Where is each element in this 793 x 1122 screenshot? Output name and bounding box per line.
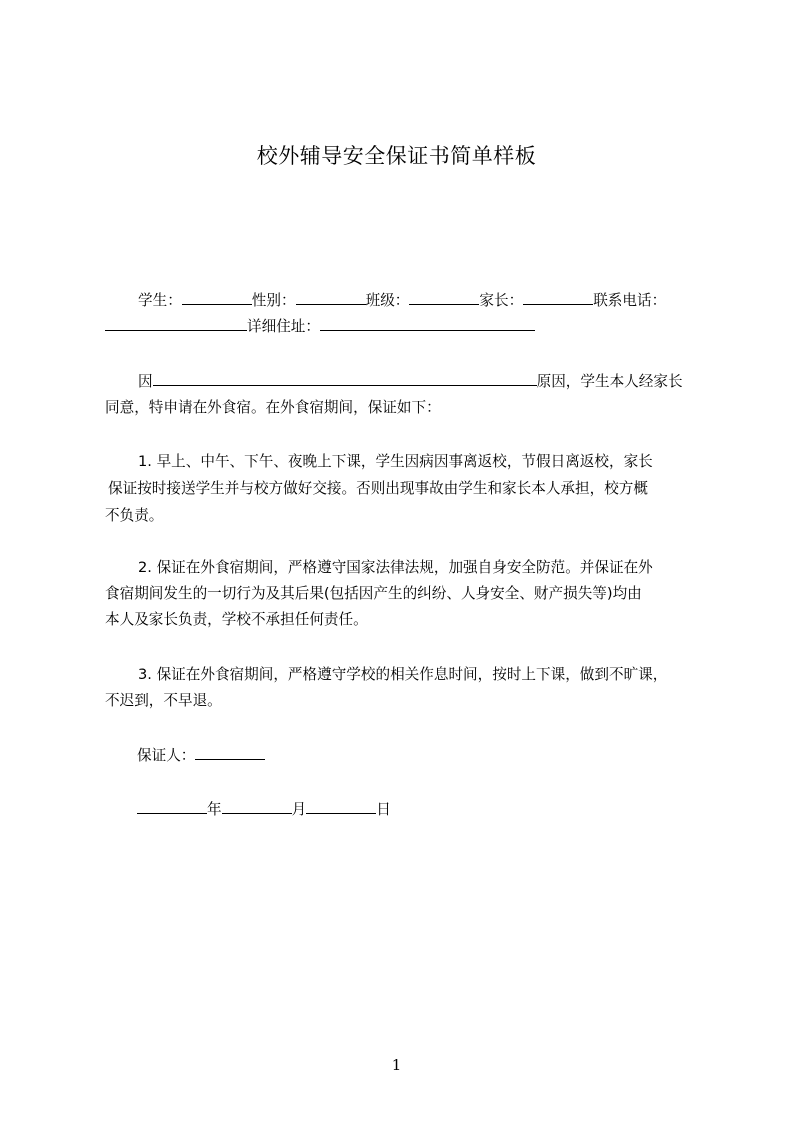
year-label: 年 <box>207 801 222 818</box>
reason-suffix: 原因，学生本人经家长 <box>536 373 683 390</box>
item-3-line-1: 3. 保证在外食宿期间，严格遵守学校的相关作息时间，按时上下课，做到不旷课， <box>138 666 668 683</box>
year-blank[interactable] <box>137 798 207 814</box>
reason-blank[interactable] <box>153 370 537 386</box>
info-fields-row <box>138 289 666 313</box>
address-blank[interactable] <box>320 315 535 331</box>
reason-prefix: 因 <box>138 373 153 390</box>
reason-line-1 <box>138 370 683 394</box>
item-1-line-3: 不负责。 <box>105 507 164 524</box>
day-label: 日 <box>376 801 391 818</box>
month-blank[interactable] <box>222 798 292 814</box>
guarantor-row <box>137 744 265 768</box>
item-1-line-2: 保证按时接送学生并与校方做好交接。否则出现事故由学生和家长本人承担，校方概 <box>108 480 648 497</box>
guarantor-blank[interactable] <box>195 744 265 760</box>
item-1-line-1: 1. 早上、中午、下午、夜晚上下课，学生因病因事离返校，节假日离返校，家长 <box>138 453 653 470</box>
guarantor-label: 保证人： <box>137 747 196 764</box>
gender-label: 性别： <box>251 292 296 309</box>
address-row <box>105 315 535 339</box>
class-blank[interactable] <box>409 289 479 305</box>
item-2-line-1: 2. 保证在外食宿期间，严格遵守国家法律法规，加强自身安全防范。并保证在外 <box>138 559 653 576</box>
item-2-line-2: 食宿期间发生的一切行为及其后果(包括因产生的纠纷、人身安全、财产损失等)均由 <box>105 585 642 602</box>
reason-line-2: 同意，特申请在外食宿。在外食宿期间，保证如下： <box>105 399 441 416</box>
parent-blank[interactable] <box>523 289 593 305</box>
phone-label: 联系电话： <box>593 292 667 309</box>
gender-blank[interactable] <box>296 289 366 305</box>
page-title: 校外辅导安全保证书简单样板 <box>256 144 537 168</box>
date-row <box>137 798 391 822</box>
phone-blank[interactable] <box>105 315 247 331</box>
day-blank[interactable] <box>306 798 376 814</box>
parent-label: 家长： <box>479 292 524 309</box>
item-2-line-3: 本人及家长负责，学校不承担任何责任。 <box>105 611 368 628</box>
month-label: 月 <box>291 801 307 818</box>
address-label: 详细住址： <box>247 318 320 335</box>
item-3-line-2: 不迟到，不早退。 <box>105 692 222 709</box>
student-label: 学生： <box>138 292 182 309</box>
class-label: 班级： <box>365 292 410 309</box>
student-blank[interactable] <box>182 289 252 305</box>
page-number: 1 <box>391 1056 402 1074</box>
